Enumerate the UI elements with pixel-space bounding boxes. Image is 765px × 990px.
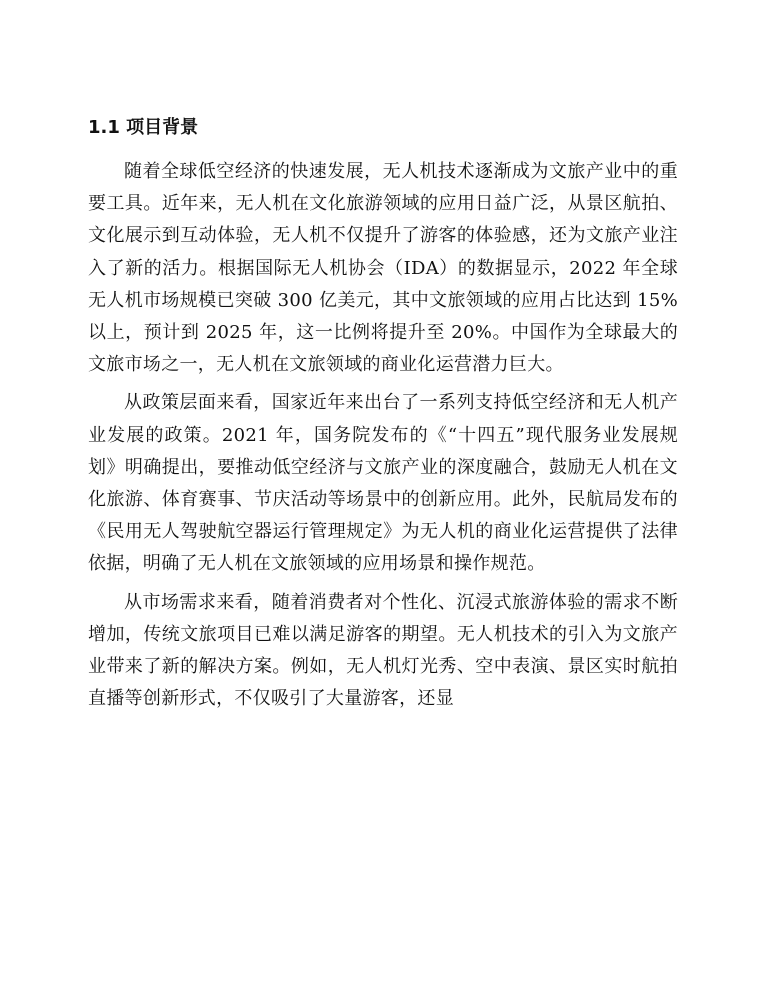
paragraph-policy: 从政策层面来看，国家近年来出台了一系列支持低空经济和无人机产业发展的政策。2021 年，国务院发布的《“十四五”现代服务业发展规划》明确提出，要推动低空经济与文旅产业的深度融合，鼓励无人机在文化旅游、体育赛事、节庆活动等场景中的创新应用。此外，民航局发布的《民用无人驾驶航空器运行管理规定》为无人机的商业化运营提供了法律依据，明确了无人机在文旅领域的应用场景和操作规范。	[88, 392, 678, 575]
paragraph-market-demand: 从市场需求来看，随着消费者对个性化、沉浸式旅游体验的需求不断增加，传统文旅项目已难以满足游客的期望。无人机技术的引入为文旅产业带来了新的解决方案。例如，无人机灯光秀、空中表演、景区实时航拍直播等创新形式，不仅吸引了大量游客，还显	[88, 591, 678, 710]
paragraph-background-overview: 随着全球低空经济的快速发展，无人机技术逐渐成为文旅产业中的重要工具。近年来，无人机在文化旅游领域的应用日益广泛，从景区航拍、文化展示到互动体验，无人机不仅提升了游客的体验感，还为文旅产业注入了新的活力。根据国际无人机协会（IDA）的数据显示，2022 年全球无人机市场规模已突破 300 亿美元，其中文旅领域的应用占比达到 15%以上，预计到 2025 年，这一比例将提升至 20%。中国作为全球最大的文旅市场之一，无人机在文旅领域的商业化运营潜力巨大。	[88, 161, 678, 376]
section-heading: 1.1 项目背景	[88, 117, 199, 138]
document-page	[88, 114, 678, 721]
